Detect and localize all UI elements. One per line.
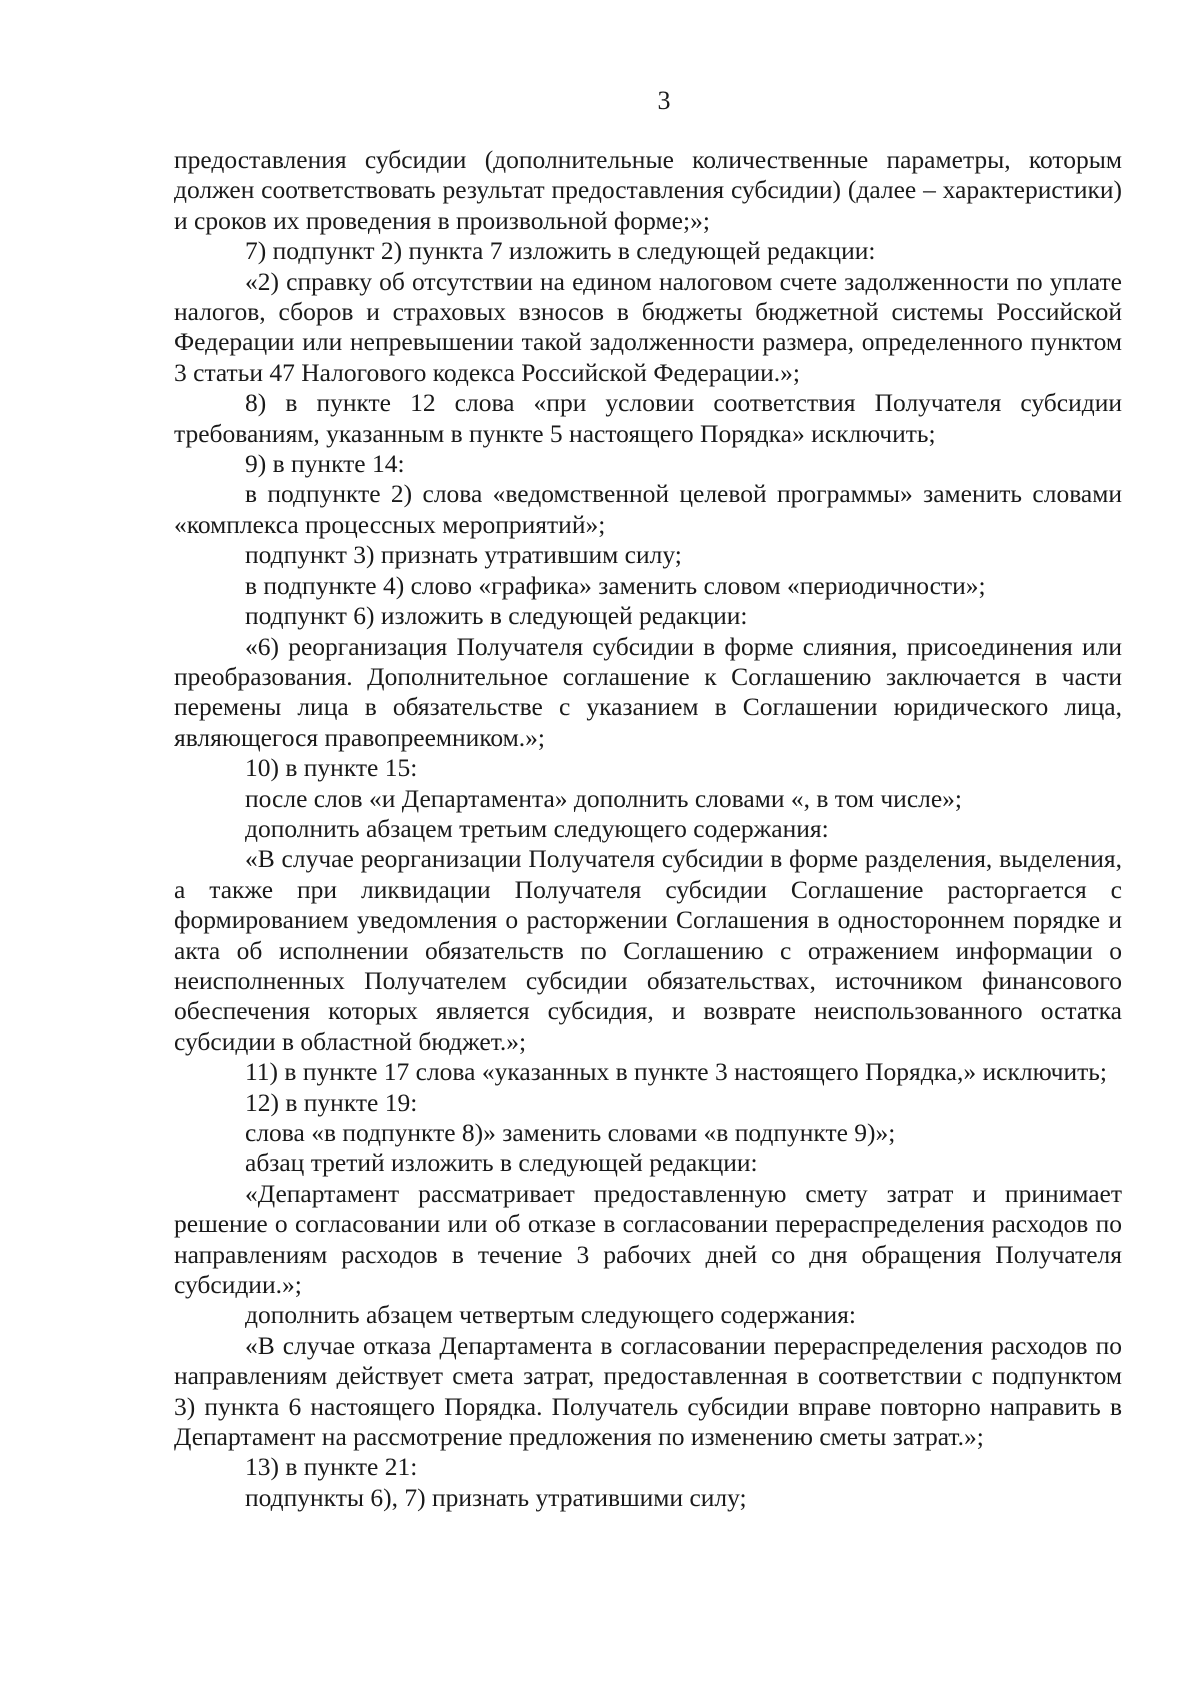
paragraph-item-12-words: слова «в подпункте 8)» заменить словами «в подпункте 9)»;	[245, 1118, 896, 1147]
paragraph-continuation: предоставления субсидии (дополнительные количественные параметры, которым должен соответствовать результат предоставления субсидии) (далее – характеристики) и сроков их проведения в произвольной форме;»;	[174, 145, 1122, 235]
paragraph-item-13-subitems: подпункты 6), 7) признать утратившими силу;	[245, 1482, 747, 1512]
paragraph-item-12-add-fourth: дополнить абзацем четвертым следующего содержания:	[245, 1300, 856, 1330]
paragraph-item-10: 10) в пункте 15:	[245, 753, 418, 783]
paragraph-quote-subitem-2: «2) справку об отсутствии на едином налоговом счете задолженности по уплате налогов, сборов и страховых взносов в бюджеты бюджетной системы Российской Федерации или непревышении такой задолженности размера, определенного пунктом 3 статьи 47 Налогового кодекса Российской Федерации.»;	[174, 266, 1122, 387]
paragraph-item-12: 12) в пункте 19:	[245, 1087, 418, 1117]
paragraph-item-9-subitem-4: в подпункте 4) слово «графика» заменить словом «периодичности»;	[245, 570, 986, 600]
paragraph-item-10-words: после слов «и Департамента» дополнить словами «, в том числе»;	[245, 783, 963, 813]
paragraph-item-13: 13) в пункте 21:	[245, 1452, 418, 1482]
page-number: 3	[657, 86, 671, 115]
paragraph-quote-department: «Департамент рассматривает предоставленную смету затрат и принимает решение о согласовании или об отказе в согласовании перераспределения расходов по направлениям расходов в течение 3 рабочих дней со дня обращения Получателя субсидии.»;	[174, 1178, 1122, 1300]
paragraph-item-9: 9) в пункте 14:	[245, 449, 405, 479]
paragraph-item-9-subitem-3: подпункт 3) признать утратившим силу;	[245, 540, 682, 570]
paragraph-quote-refusal: «В случае отказа Департамента в согласовании перераспределения расходов по направлениям действует смета затрат, предоставленная в соответствии с подпунктом 3) пункта 6 настоящего Порядка. Получатель субсидии вправе повторно направить в Департамент на рассмотрение предложения по изменению сметы затрат.»;	[174, 1330, 1122, 1452]
paragraph-item-8: 8) в пункте 12 слова «при условии соответствия Получателя субсидии требованиям, указанным в пункте 5 настоящего Порядка» исключить;	[174, 388, 1122, 448]
paragraph-item-9-subitem-2: в подпункте 2) слова «ведомственной целевой программы» заменить словами «комплекса процессных мероприятий»;	[174, 479, 1122, 539]
paragraph-item-11: 11) в пункте 17 слова «указанных в пункте 3 настоящего Порядка,» исключить;	[245, 1057, 1107, 1087]
paragraph-quote-subitem-6: «6) реорганизация Получателя субсидии в форме слияния, присоединения или преобразования. Дополнительное соглашение к Соглашению заключается в части перемены лица в обязательстве с указанием в Соглашении юридического лица, являющегося правопреемником.»;	[174, 631, 1122, 752]
paragraph-item-7: 7) подпункт 2) пункта 7 изложить в следующей редакции:	[245, 236, 876, 266]
paragraph-item-12-third: абзац третий изложить в следующей редакции:	[245, 1148, 758, 1178]
document-body	[174, 145, 1122, 1513]
paragraph-item-9-subitem-6: подпункт 6) изложить в следующей редакции:	[245, 601, 748, 631]
paragraph-quote-reorganization: «В случае реорганизации Получателя субсидии в форме разделения, выделения, а также при ликвидации Получателя субсидии Соглашение расторгается с формированием уведомления о расторжении Соглашения в одностороннем порядке и акта об исполнении обязательств по Соглашению с отражением информации о неисполненных Получателем субсидии обязательствах, источником финансового обеспечения которых является субсидия, и возврате неиспользованного остатка субсидии в областной бюджет.»;	[174, 844, 1122, 1056]
paragraph-item-10-add-third: дополнить абзацем третьим следующего содержания:	[245, 813, 829, 843]
